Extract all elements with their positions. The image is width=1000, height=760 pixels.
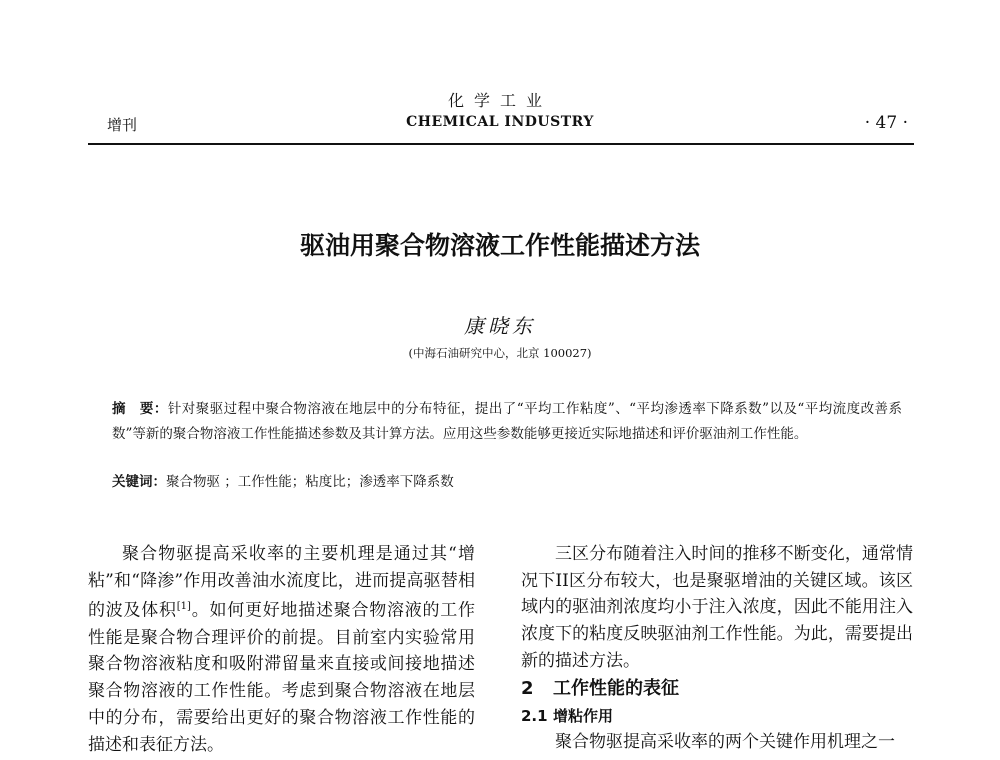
intro-text-b: 。如何更好地描述聚合物溶液的工作性能是聚合物合理评价的前提。目前室内实验常用聚合物溶液粘度和吸附滞留量来直接或间接地描述聚合物溶液的工作性能。考虑到聚合物溶液在地层中的分布，需要给出更好的聚合物溶液工作性能的描述和表征方法。 xyxy=(88,601,476,755)
section-number: 2 xyxy=(521,677,534,699)
author-name: 康晓东 xyxy=(464,314,536,338)
keywords xyxy=(112,471,902,493)
subsection-title: 增粘作用 xyxy=(553,706,614,725)
article-title: 驱油用聚合物溶液工作性能描述方法 xyxy=(299,231,700,260)
issue-type: 增刊 xyxy=(107,116,138,134)
abstract xyxy=(112,397,902,447)
zone-paragraph: 三区分布随着注入时间的推移不断变化，通常情况下II区分布较大，也是聚驱增油的关键区域。该区域内的驱油剂浓度均小于注入浓度，因此不能用注入浓度下的粘度反映驱油剂工作性能。为此，需要提出新的描述方法。 xyxy=(521,544,913,671)
abstract-text: 针对聚驱过程中聚合物溶液在地层中的分布特征，提出了“平均工作粘度”、“平均渗透率下降系数”以及“平均流度改善系数”等新的聚合物溶液工作性能描述参数及其计算方法。应用这些参数能够更接近实际地描述和评价驱油剂工作性能。 xyxy=(112,401,902,442)
section-heading xyxy=(521,675,913,703)
continuation-paragraph: 聚合物驱提高采收率的两个关键作用机理之一 xyxy=(555,731,895,752)
intro-paragraph xyxy=(88,541,475,758)
abstract-label: 摘 要： xyxy=(112,401,168,417)
subsection-heading xyxy=(521,703,913,729)
header-rule xyxy=(88,143,914,145)
journal-title-chinese: 化学工业 xyxy=(447,91,552,110)
body-column-left xyxy=(88,541,475,758)
keywords-text: 聚合物驱 ；工作性能；粘度比；渗透率下降系数 xyxy=(166,474,454,490)
intro-text-a: 聚合物驱提高采收率的主要机理是通过其“增粘”和“降渗”作用改善油水流度比，进而提高驱替相的波及体积 xyxy=(88,544,475,622)
section-title: 工作性能的表征 xyxy=(553,677,679,699)
keywords-label: 关键词： xyxy=(112,474,166,490)
page-number: · 47 · xyxy=(864,113,908,133)
author-affiliation: (中海石油研究中心，北京 100027) xyxy=(408,346,592,360)
subsection-number: 2.1 xyxy=(521,706,548,725)
journal-title-english: CHEMICAL INDUSTRY xyxy=(406,114,594,130)
body-column-right xyxy=(521,541,913,755)
citation-ref: [1] xyxy=(176,601,191,613)
